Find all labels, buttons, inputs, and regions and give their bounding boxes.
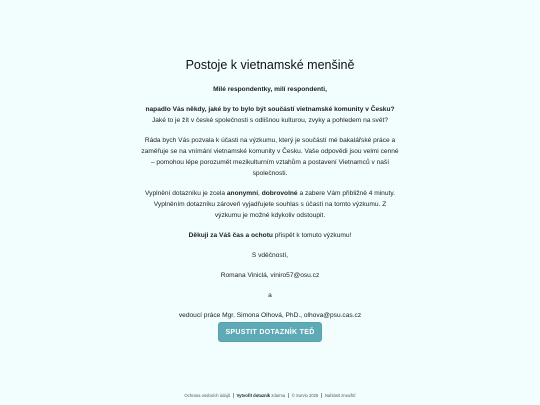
author: Romana Viniclá, viniro57@osu.cz xyxy=(220,272,320,279)
intro-paragraph: Ráda bych Vás pozvala k účasti na výzkumu, který je součástí mé bakalářské práce a zaměřuje se na vnímání vietnamské komunity v Česku. Vaše odpovědi jsou velmi cenné – pomohou lépe porozumět mezikulturním vztahům a postavení Vietnamců v naší společnosti. xyxy=(141,137,399,177)
footer-divider xyxy=(288,393,289,398)
copyright: © Survio 2025 xyxy=(291,393,319,398)
thanks-bold: Děkuji za Váš čas a ochotu xyxy=(188,232,273,239)
greeting xyxy=(140,84,400,95)
info-paragraph xyxy=(140,188,400,221)
create-survey-link[interactable] xyxy=(237,393,286,398)
thanks-rest: přispět k tomuto výzkumu! xyxy=(272,232,352,239)
footer-divider xyxy=(321,393,322,398)
info-part1: Vyplnění dotazníku je zcela xyxy=(145,190,227,197)
info-voluntary: dobrovolné xyxy=(261,190,298,197)
regards: S vděčností, xyxy=(251,252,289,259)
privacy-link[interactable]: Ochrana osobních údajů xyxy=(184,393,231,398)
question-bold: napadlo Vás někdy, jaké by to bylo být součástí vietnamské komunity v Česku? xyxy=(145,106,395,113)
button-container xyxy=(0,321,540,342)
report-abuse-link[interactable]: Nahlásit zneužití xyxy=(324,393,356,398)
thanks-paragraph xyxy=(140,230,400,241)
and-text: a xyxy=(268,292,272,299)
start-survey-button[interactable]: SPUSTIT DOTAZNÍK TEĎ xyxy=(218,322,322,342)
create-survey-bold: Vytvořit dotazník xyxy=(236,393,271,398)
info-anonymous: anonymní xyxy=(226,190,259,197)
supervisor: vedoucí práce Mgr. Simona Olhová, PhD., olhova@psu.cas.cz xyxy=(178,312,362,319)
create-survey-rest: zdarma xyxy=(270,393,286,398)
info-comma: , xyxy=(258,190,262,197)
footer xyxy=(0,393,540,399)
survey-intro xyxy=(140,58,400,330)
question-paragraph xyxy=(140,104,400,126)
survey-title: Postoje k vietnamské menšině xyxy=(185,58,355,72)
info-part2: a zabere Vám přibližně 4 minuty. Vyplněním dotazníku zároveň vyjadřujete souhlas s účastí na tomto výzkumu. Z výzkumu je možné kdykoliv odstoupit. xyxy=(153,190,395,219)
question-rest: Jaké to je žít v české společnosti s odlišnou kulturou, zvyky a pohledem na svět? xyxy=(151,117,389,124)
footer-divider xyxy=(233,393,234,398)
greeting-text: Milé respondentky, milí respondenti, xyxy=(213,86,327,93)
